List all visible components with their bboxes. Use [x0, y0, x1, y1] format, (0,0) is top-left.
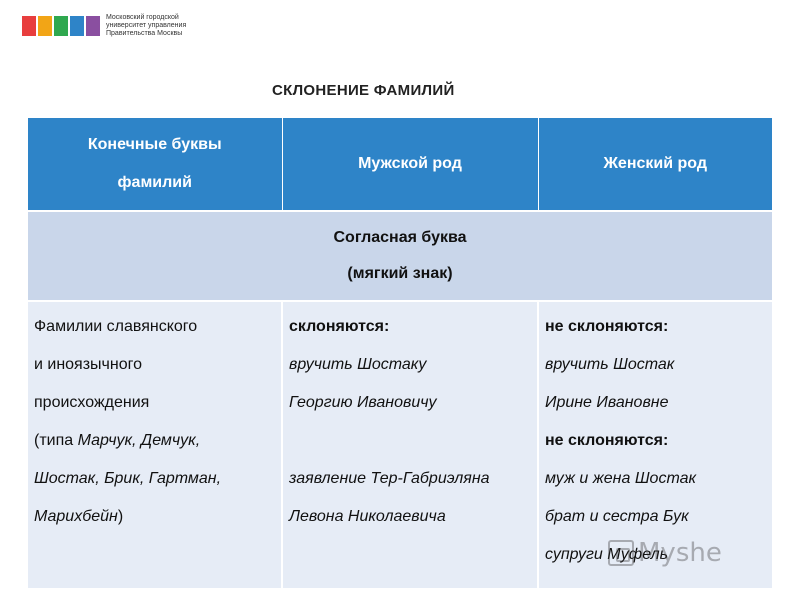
cell-masculine — [282, 301, 538, 588]
example-line: вручить Шостак — [545, 356, 675, 373]
university-logo — [22, 14, 196, 38]
text-line: (типа Марчук, Демчук, — [34, 432, 201, 449]
logo-mark-icon — [22, 16, 100, 36]
watermark-text: Myshe — [638, 538, 722, 568]
not-declined-label: не склоняются: — [545, 318, 669, 335]
header-masculine: Мужской род — [282, 118, 538, 211]
header-ending-letters: Конечные буквы фамилий — [28, 118, 282, 211]
presentation-icon — [608, 540, 634, 566]
text-line: Марихбейн) — [34, 508, 124, 525]
text-line: Фамилии славянского — [34, 318, 198, 335]
text-line: и иноязычного — [34, 356, 143, 373]
cell-surname-type — [28, 301, 282, 588]
subheader-line-1: Согласная буква — [333, 229, 467, 246]
example-line: заявление Тер-Габриэляна — [289, 470, 490, 487]
page-title: СКЛОНЕНИЕ ФАМИЛИЙ — [272, 82, 455, 99]
watermark — [608, 538, 722, 568]
example-line: супруги Муфель — [545, 546, 669, 563]
example-line: муж и жена Шостак — [545, 470, 697, 487]
subheader-row — [28, 211, 772, 301]
declension-table — [28, 118, 772, 588]
subheader-line-2: (мягкий знак) — [347, 265, 453, 282]
header-feminine: Женский род — [538, 118, 772, 211]
table-header-row — [28, 118, 772, 211]
not-declined-label: не склоняются: — [545, 432, 669, 449]
logo-text: Московский городской университет управления Правительства Москвы — [106, 14, 187, 37]
example-line: брат и сестра Бук — [545, 508, 689, 525]
text-line: Шостак, Брик, Гартман, — [34, 470, 222, 487]
declined-label: склоняются: — [289, 318, 390, 335]
example-line: вручить Шостаку — [289, 356, 427, 373]
example-line: Левона Николаевича — [289, 508, 446, 525]
example-line: Ирине Ивановне — [545, 394, 669, 411]
subheader-consonant — [28, 211, 772, 301]
text-line: происхождения — [34, 394, 150, 411]
example-line: Георгию Ивановичу — [289, 394, 437, 411]
